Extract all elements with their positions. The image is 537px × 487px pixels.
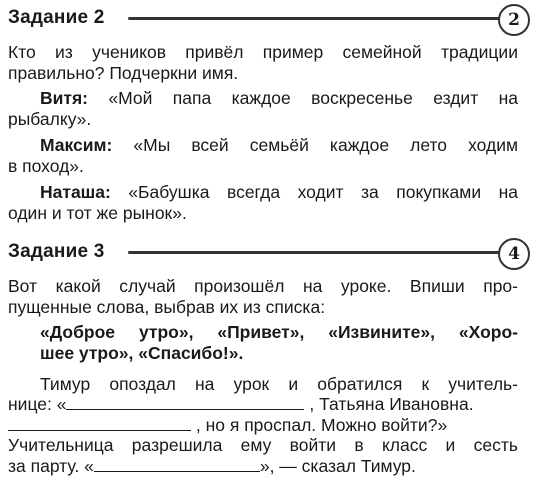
answer-1-line-2: рыбалку».: [8, 109, 92, 129]
task-2-title: Задание 2: [8, 7, 105, 28]
story-line-2-start: нице: «: [8, 394, 67, 414]
word-list-line-1: «Доброе утро», «Привет», «Извините», «Хоро-: [40, 322, 518, 342]
task-3-divider-line: [128, 251, 500, 254]
answer-3-text: «Бабушка всегда ходит за покупками на: [128, 182, 518, 202]
answer-2-line-2: в поход».: [8, 156, 84, 176]
word-list-line-2: шее утро», «Спасибо!».: [40, 343, 244, 363]
story-line-3: [8, 415, 447, 436]
task-3-header: [8, 238, 530, 268]
story-line-2: [8, 394, 474, 415]
task-3-intro-line-1: Вот какой случай произошёл на уроке. Впиши про-: [8, 276, 518, 296]
answer-2-text: «Мы всей семьёй каждое лето ходим: [133, 135, 519, 155]
story-line-2-end: , Татьяна Ивановна.: [309, 394, 474, 414]
answer-3-line-1: [40, 182, 518, 203]
task-2-question-line-1: Кто из учеников привёл пример семейной традиции: [8, 42, 518, 62]
answer-3-line-2: один и тот же рынок».: [8, 203, 187, 223]
answer-2-line-1: [40, 135, 518, 156]
story-line-5-end: », — сказал Тимур.: [259, 456, 416, 476]
task-2-header: [8, 4, 530, 34]
blank-2[interactable]: [8, 416, 191, 431]
blank-1[interactable]: [66, 395, 304, 410]
task-3-number-circle: 4: [498, 238, 530, 270]
story-line-1: Тимур опоздал на урок и обратился к учитель-: [40, 374, 518, 394]
story-line-5-start: за парту. «: [8, 456, 94, 476]
story-line-5: [8, 456, 416, 477]
story-line-3-end: , но я проспал. Можно войти?»: [195, 415, 448, 435]
task-2-number-circle: 2: [498, 4, 530, 36]
blank-3[interactable]: [94, 457, 260, 472]
task-2-divider-line: [128, 17, 500, 20]
task-3-title: Задание 3: [8, 241, 105, 262]
story-line-4: Учительница разрешила ему войти в класс и сесть: [8, 435, 518, 455]
answer-1-line-1: [40, 88, 518, 109]
answer-1-name[interactable]: Витя:: [40, 88, 89, 108]
answer-3-name[interactable]: Наташа:: [40, 182, 111, 202]
task-2-question-line-2: правильно? Подчеркни имя.: [8, 63, 239, 83]
answer-2-name[interactable]: Максим:: [40, 135, 113, 155]
answer-1-text: «Мой папа каждое воскресенье ездит на: [108, 88, 518, 108]
task-3-intro-line-2: пущенные слова, выбрав их из списка:: [8, 297, 326, 317]
